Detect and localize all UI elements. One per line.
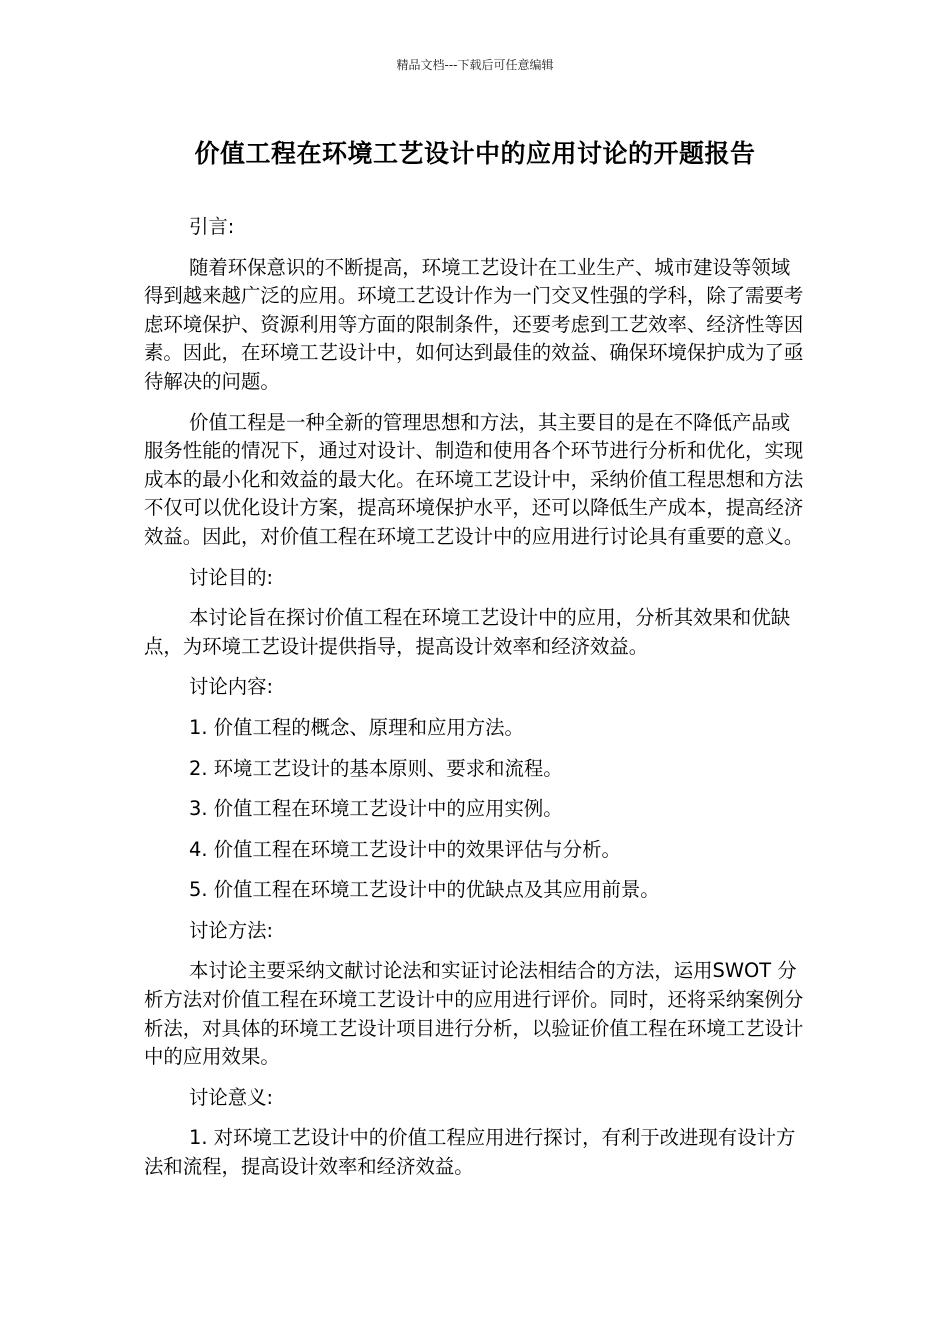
method-paragraph: 本讨论主要采纳文献讨论法和实证讨论法相结合的方法，运用SWOT 分析方法对价值工程在环境工艺设计中的应用进行评价。同时，还将采纳案例分析法，对具体的环境工艺设计项目进行分析，以验证价值工程在环境工艺设计中的应用效果。	[144, 959, 804, 1069]
intro-paragraph-1: 随着环保意识的不断提高，环境工艺设计在工业生产、城市建设等领域得到越来越广泛的应用。环境工艺设计作为一门交叉性强的学科，除了需要考虑环境保护、资源利用等方面的限制条件，还要考虑到工艺效率、经济性等因素。因此，在环境工艺设计中，如何达到最佳的效益、确保环境保护成为了亟待解决的问题。	[144, 255, 804, 393]
content-list-item: 4. 价值工程在环境工艺设计中的效果评估与分析。	[189, 837, 621, 861]
document-title: 价值工程在环境工艺设计中的应用讨论的开题报告	[194, 139, 756, 168]
section-heading-method: 讨论方法:	[189, 918, 274, 942]
section-heading-significance: 讨论意义:	[189, 1085, 274, 1109]
document-body	[144, 213, 806, 1194]
section-heading-purpose: 讨论目的:	[189, 565, 274, 589]
intro-paragraph-2: 价值工程是一种全新的管理思想和方法，其主要目的是在不降低产品或服务性能的情况下，通过对设计、制造和使用各个环节进行分析和优化，实现成本的最小化和效益的最大化。在环境工艺设计中，采纳价值工程思想和方法不仅可以优化设计方案，提高环境保护水平，还可以降低生产成本，提高经济效益。因此，对价值工程在环境工艺设计中的应用进行讨论具有重要的意义。	[144, 410, 804, 548]
content-list-item: 5. 价值工程在环境工艺设计中的优缺点及其应用前景。	[189, 878, 660, 902]
purpose-paragraph: 本讨论旨在探讨价值工程在环境工艺设计中的应用，分析其效果和优缺点，为环境工艺设计提供指导，提高设计效率和经济效益。	[144, 606, 791, 658]
content-list-item: 2. 环境工艺设计的基本原则、要求和流程。	[189, 756, 563, 780]
content-list-item: 3. 价值工程在环境工艺设计中的应用实例。	[189, 797, 563, 821]
content-list-item: 1. 价值工程的概念、原理和应用方法。	[189, 715, 524, 739]
section-heading-content: 讨论内容:	[189, 675, 274, 699]
section-heading-intro: 引言:	[189, 215, 235, 238]
running-header: 精品文档---下载后可任意编辑	[396, 58, 554, 72]
significance-list-item: 1. 对环境工艺设计中的价值工程应用进行探讨，有利于改进现有设计方法和流程，提高设计效率和经济效益。	[144, 1126, 796, 1179]
